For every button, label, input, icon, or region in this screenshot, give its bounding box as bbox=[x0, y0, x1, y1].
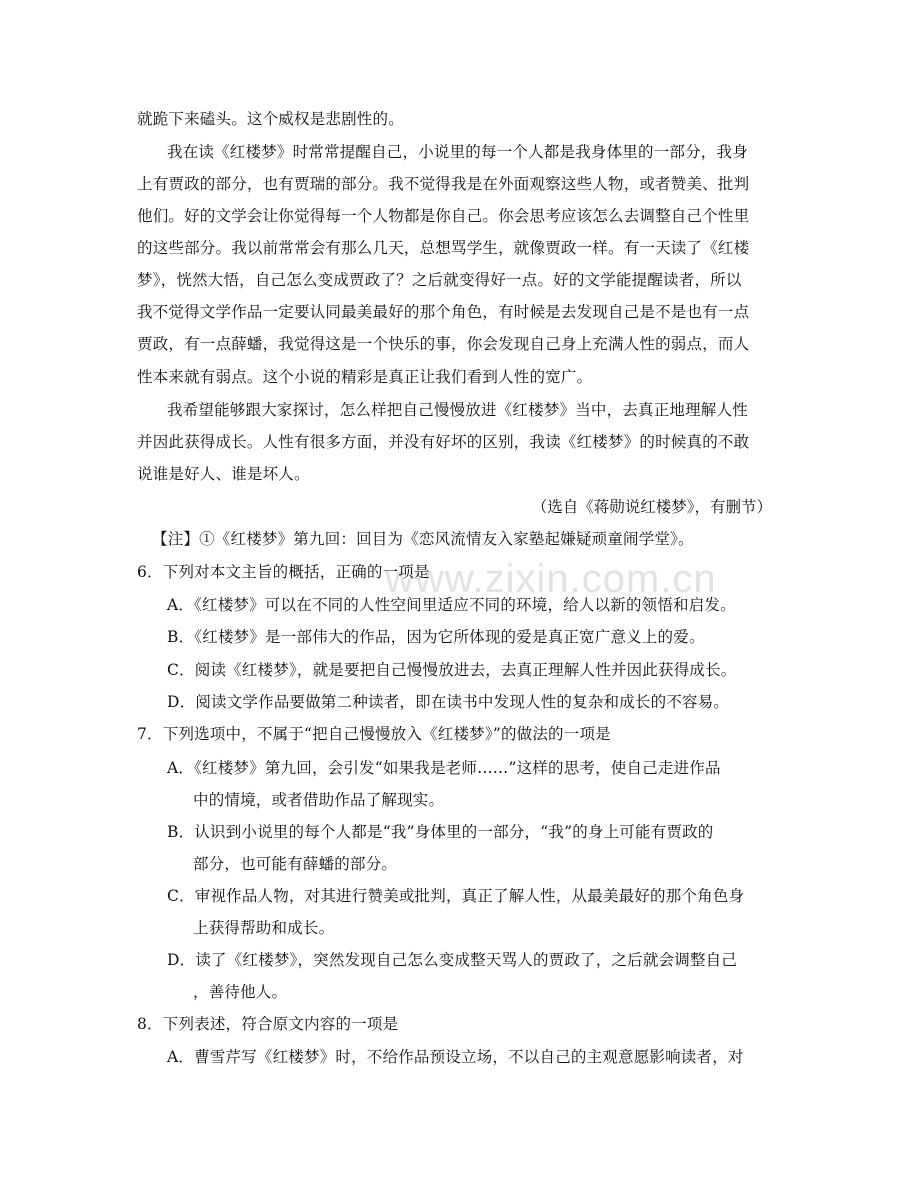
footnote: 【注】①《红楼梦》第九回：回目为《恋风流情友入家塾起嫌疑顽童闹学堂》。 bbox=[152, 530, 694, 548]
option-c: C．阅读《红楼梦》，就是要把自己慢慢放进去，去真正理解人性并因此获得成长。 bbox=[167, 661, 737, 679]
passage-line: 贾政，有一点薛蟠，我觉得这是一个快乐的事，你会发现自己身上充满人性的弱点，而人 bbox=[137, 335, 750, 353]
option-d: D．读了《红楼梦》，突然发现自己怎么变成整天骂人的贾政了，之后就会调整自己 bbox=[167, 951, 738, 969]
passage-line: 性本来就有弱点。这个小说的精彩是真正让我们看到人性的宽广。 bbox=[137, 368, 593, 386]
passage-line: 说谁是好人、谁是坏人。 bbox=[137, 465, 310, 483]
passage-line: 并因此获得成长。人性有很多方面，并没有好坏的区别，我读《红楼梦》的时候真的不敢 bbox=[137, 433, 750, 451]
question-stem: 8．下列表述，符合原文内容的一项是 bbox=[137, 1015, 399, 1033]
option-a: A．曹雪芹写《红楼梦》时，不给作品预设立场，不以自己的主观意愿影响读者，对 bbox=[167, 1048, 744, 1066]
option-c: C．审视作品人物，对其进行赞美或批判，真正了解人性，从最美最好的那个角色身 bbox=[167, 887, 745, 905]
option-a: A．《红楼梦》可以在不同的人性空间里适应不同的环境，给人以新的领悟和启发。 bbox=[167, 596, 736, 614]
option-c-continued: 上获得帮助和成长。 bbox=[193, 919, 335, 937]
question-stem: 6．下列对本文主旨的概括，正确的一项是 bbox=[137, 563, 430, 581]
passage-line: 我在读《红楼梦》时常常提醒自己，小说里的每一个人都是我身体里的一部分，我身 bbox=[167, 143, 748, 161]
source-citation: （选自《蒋勋说红楼梦》，有删节） bbox=[531, 498, 772, 516]
passage-line: 我希望能够跟大家探讨，怎么样把自己慢慢放进《红楼梦》当中，去真正地理解人性 bbox=[167, 401, 748, 419]
passage-line: 的这些部分。我以前常常会有那么几天，总想骂学生，就像贾政一样。有一天读了《红楼 bbox=[137, 239, 750, 257]
passage-line: 就跪下来磕头。这个威权是悲剧性的。 bbox=[137, 110, 404, 128]
option-b-continued: 部分，也可能有薛蟠的部分。 bbox=[193, 855, 398, 873]
option-d-continued: ，善待他人。 bbox=[193, 983, 288, 1001]
question-stem: 7．下列选项中，不属于“把自己慢慢放入《红楼梦》”的做法的一项是 bbox=[137, 725, 611, 743]
option-b: B．《红楼梦》是一部伟大的作品，因为它所体现的爱是真正宽广意义上的爱。 bbox=[167, 628, 705, 646]
passage-line: 上有贾政的部分，也有贾瑞的部分。我不觉得我是在外面观察这些人物，或者赞美、批判 bbox=[137, 175, 750, 193]
watermark: www.zixin.com.cn bbox=[385, 557, 717, 601]
passage-line: 梦》，恍然大悟，自己怎么变成贾政了？之后就变得好一点。好的文学能提醒读者，所以 bbox=[137, 271, 742, 289]
option-b: B．认识到小说里的每个人都是“我”身体里的一部分，“我”的身上可能有贾政的 bbox=[167, 823, 714, 841]
option-d: D．阅读文学作品要做第二种读者，即在读书中发现人性的复杂和成长的不容易。 bbox=[167, 693, 730, 711]
passage-line: 他们。好的文学会让你觉得每一个人物都是你自己。你会思考应该怎么去调整自己个性里 bbox=[137, 207, 750, 225]
option-a-continued: 中的情境，或者借助作品了解现实。 bbox=[193, 791, 445, 809]
passage-line: 我不觉得文学作品一定要认同最美最好的那个角色，有时候是去发现自己是不是也有一点 bbox=[137, 303, 750, 321]
option-a: A．《红楼梦》第九回，会引发“如果我是老师……”这样的思考，使自己走进作品 bbox=[167, 759, 721, 777]
